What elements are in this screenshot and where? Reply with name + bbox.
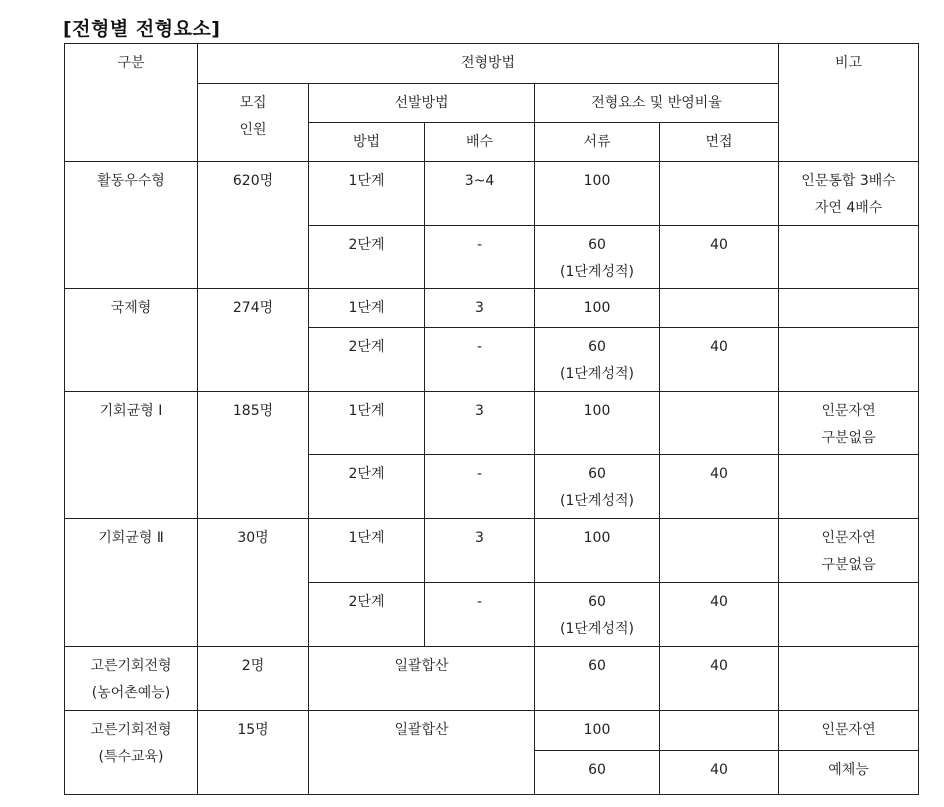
group-name: 활동우수형 xyxy=(65,162,198,289)
table-row xyxy=(65,392,919,455)
stage-interview xyxy=(660,289,779,328)
stage-interview xyxy=(660,392,779,455)
stage-note xyxy=(779,328,919,392)
table-row xyxy=(65,647,919,711)
stage-interview: 40 xyxy=(660,328,779,392)
stage-note xyxy=(779,583,919,647)
stage-note xyxy=(779,226,919,289)
section-heading: [전형별 전형요소] xyxy=(63,18,221,40)
stage-documents: 60 xyxy=(535,751,660,795)
header-note: 비고 xyxy=(779,44,919,162)
stage-interview xyxy=(660,711,779,751)
stage-documents: 100 xyxy=(535,289,660,328)
stage-multiple: - xyxy=(425,226,535,289)
stage-interview xyxy=(660,519,779,583)
stage-note xyxy=(779,289,919,328)
stage-method: 2단계 xyxy=(309,455,425,519)
group-quota: 274명 xyxy=(198,289,309,392)
stage-documents: 60 (1단계성적) xyxy=(535,455,660,519)
group-name: 국제형 xyxy=(65,289,198,392)
stage-note: 인문자연 구분없음 xyxy=(779,392,919,455)
stage-note: 인문자연 xyxy=(779,711,919,751)
stage-note xyxy=(779,647,919,711)
stage-documents: 100 xyxy=(535,711,660,751)
stage-method: 2단계 xyxy=(309,328,425,392)
stage-multiple: 3 xyxy=(425,289,535,328)
stage-multiple: - xyxy=(425,328,535,392)
stage-multiple: 3~4 xyxy=(425,162,535,226)
table-row xyxy=(65,162,919,226)
stage-interview: 40 xyxy=(660,583,779,647)
stage-interview: 40 xyxy=(660,226,779,289)
table-row xyxy=(65,711,919,751)
header-row-1 xyxy=(65,44,919,84)
stage-note: 예체능 xyxy=(779,751,919,795)
stage-documents: 100 xyxy=(535,392,660,455)
stage-multiple: 3 xyxy=(425,392,535,455)
stage-note: 인문통합 3배수 자연 4배수 xyxy=(779,162,919,226)
stage-method: 1단계 xyxy=(309,162,425,226)
stage-method: 2단계 xyxy=(309,226,425,289)
group-quota: 30명 xyxy=(198,519,309,647)
stage-method: 일괄합산 xyxy=(309,711,535,795)
stage-method: 1단계 xyxy=(309,392,425,455)
stage-documents: 100 xyxy=(535,162,660,226)
admission-elements-table xyxy=(64,43,919,795)
group-quota: 15명 xyxy=(198,711,309,795)
stage-interview: 40 xyxy=(660,751,779,795)
stage-documents: 60 xyxy=(535,647,660,711)
group-name: 기회균형 Ⅱ xyxy=(65,519,198,647)
stage-method: 2단계 xyxy=(309,583,425,647)
stage-documents: 60 (1단계성적) xyxy=(535,583,660,647)
header-multiple: 배수 xyxy=(425,123,535,162)
stage-documents: 100 xyxy=(535,519,660,583)
stage-multiple: - xyxy=(425,583,535,647)
header-selection: 선발방법 xyxy=(309,84,535,123)
stage-multiple: 3 xyxy=(425,519,535,583)
header-method-group: 전형방법 xyxy=(198,44,779,84)
header-interview: 면접 xyxy=(660,123,779,162)
group-name: 고른기회전형 (특수교육) xyxy=(65,711,198,795)
stage-method: 일괄합산 xyxy=(309,647,535,711)
stage-documents: 60 (1단계성적) xyxy=(535,328,660,392)
header-category: 구분 xyxy=(65,44,198,162)
stage-interview: 40 xyxy=(660,647,779,711)
header-documents: 서류 xyxy=(535,123,660,162)
group-quota: 185명 xyxy=(198,392,309,519)
stage-interview: 40 xyxy=(660,455,779,519)
stage-multiple: - xyxy=(425,455,535,519)
stage-method: 1단계 xyxy=(309,519,425,583)
stage-interview xyxy=(660,162,779,226)
stage-documents: 60 (1단계성적) xyxy=(535,226,660,289)
group-quota: 2명 xyxy=(198,647,309,711)
header-method: 방법 xyxy=(309,123,425,162)
table-row xyxy=(65,519,919,583)
stage-method: 1단계 xyxy=(309,289,425,328)
stage-note: 인문자연 구분없음 xyxy=(779,519,919,583)
group-quota: 620명 xyxy=(198,162,309,289)
stage-note xyxy=(779,455,919,519)
header-quota: 모집 인원 xyxy=(198,84,309,162)
group-name: 고른기회전형 (농어촌예능) xyxy=(65,647,198,711)
table-row xyxy=(65,289,919,328)
group-name: 기회균형 Ⅰ xyxy=(65,392,198,519)
header-elements: 전형요소 및 반영비율 xyxy=(535,84,779,123)
